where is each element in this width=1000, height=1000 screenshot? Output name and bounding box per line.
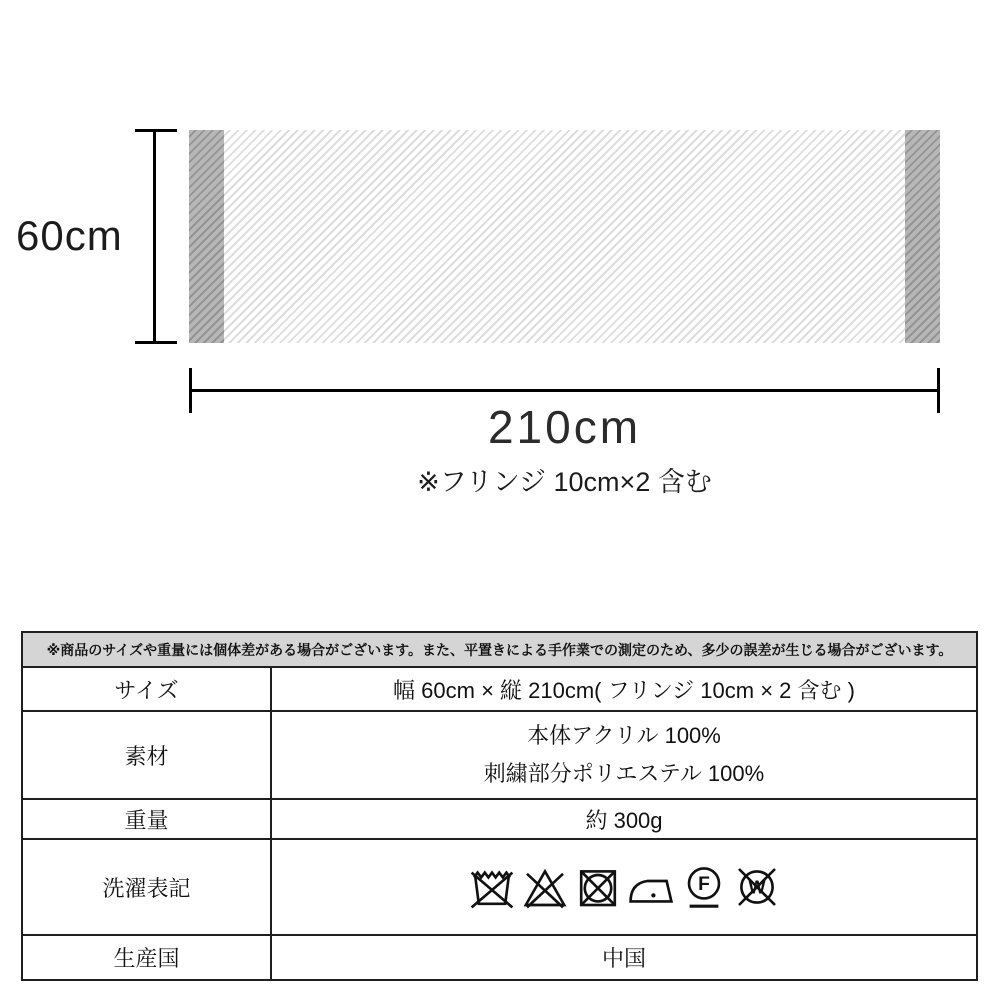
width-dimension-line bbox=[189, 389, 940, 392]
height-label: 60cm bbox=[16, 212, 123, 259]
do-not-wash-icon bbox=[468, 863, 516, 911]
wet-clean-letter: W bbox=[748, 877, 765, 898]
material-line-1: 本体アクリル 100% bbox=[527, 723, 721, 748]
material-value bbox=[272, 710, 976, 798]
fringe-band-left bbox=[189, 130, 224, 343]
material-label: 素材 bbox=[23, 710, 272, 798]
care-symbols bbox=[272, 838, 976, 934]
care-label: 洗濯表記 bbox=[23, 838, 272, 934]
do-not-wet-clean-icon bbox=[733, 863, 781, 911]
material-line-2: 刺繍部分ポリエステル 100% bbox=[483, 761, 765, 786]
width-label: 210cm bbox=[487, 401, 642, 453]
fringe-note: ※フリンジ 10cm×2 含む bbox=[417, 467, 712, 497]
iron-low-heat-icon bbox=[627, 863, 675, 911]
size-label: サイズ bbox=[23, 666, 272, 710]
table-notice: ※商品のサイズや重量には個体差がある場合がございます。また、平置きによる手作業での測定のため、多少の誤差が生じる場合がございます。 bbox=[23, 633, 976, 666]
weight-value: 約 300g bbox=[272, 798, 976, 838]
height-dimension-line bbox=[153, 129, 156, 344]
care-symbol-strip bbox=[468, 863, 781, 911]
do-not-bleach-icon bbox=[521, 863, 569, 911]
dry-clean-letter: F bbox=[697, 874, 710, 895]
origin-value: 中国 bbox=[272, 934, 976, 979]
spec-table bbox=[21, 631, 978, 981]
weight-label: 重量 bbox=[23, 798, 272, 838]
fringe-band-right bbox=[905, 130, 940, 343]
origin-label: 生産国 bbox=[23, 934, 272, 979]
height-dimension-cap-bottom bbox=[135, 341, 177, 344]
dry-clean-petroleum-gentle-icon bbox=[680, 863, 728, 911]
scarf-rectangle bbox=[189, 130, 940, 343]
height-dimension-cap-top bbox=[135, 129, 177, 132]
size-value: 幅 60cm × 縦 210cm( フリンジ 10cm × 2 含む ) bbox=[272, 666, 976, 710]
do-not-tumble-dry-icon bbox=[574, 863, 622, 911]
